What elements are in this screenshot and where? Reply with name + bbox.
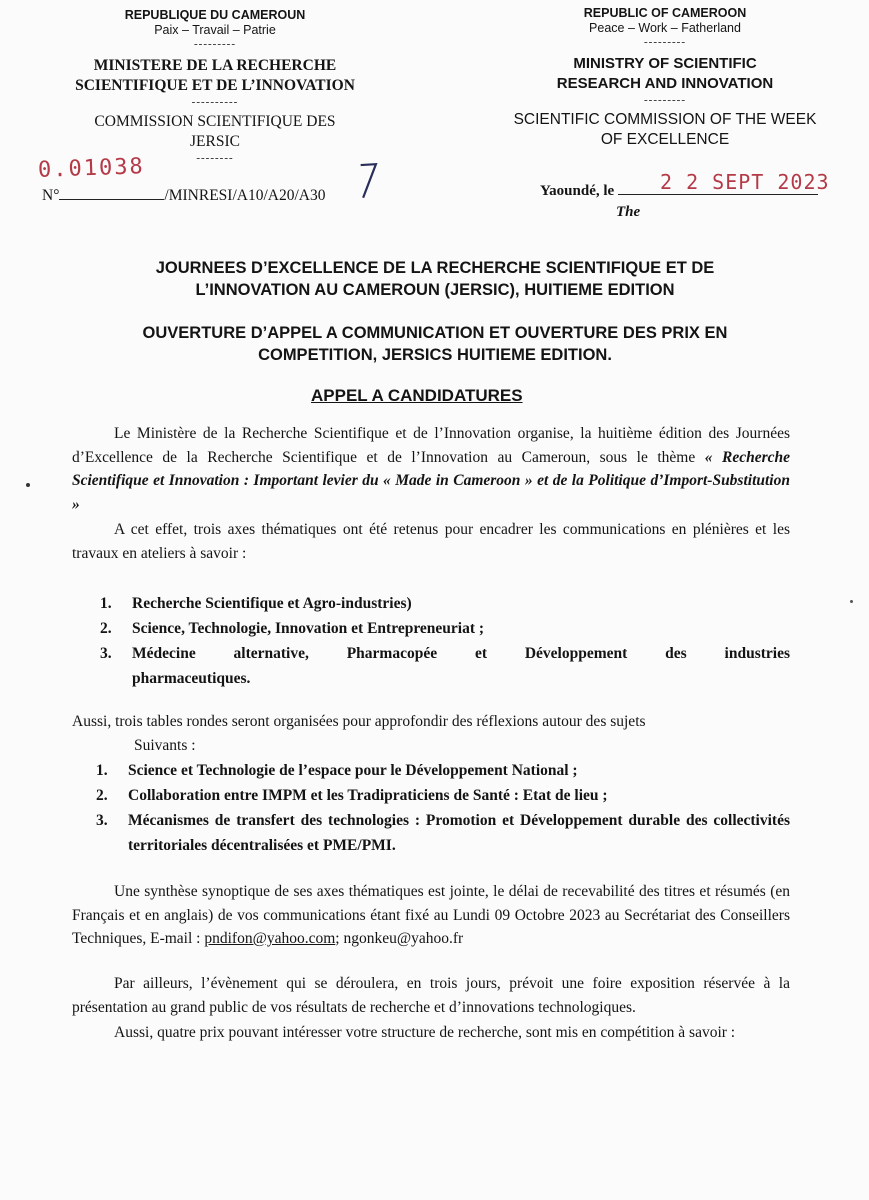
ref-prefix: N° xyxy=(42,187,60,204)
tables-list xyxy=(96,758,790,858)
list-number: 3. xyxy=(96,812,108,829)
main-title xyxy=(70,257,800,301)
ref-blank-line xyxy=(59,187,164,200)
deadline-text: Une synthèse synoptique de ses axes thématiques est jointe, le délai de recevabilité des titres et résumés (en Français et en anglais) de vos communications étant fixé au Lundi 09 Octobre 2023 au Secrétariat des Conseillers Techniques, E-mail : xyxy=(72,883,790,947)
intro-text: Le Ministère de la Recherche Scientifique et de l’Innovation organise, la huitième édition des Journées d’Excellence de la Recherche Scientifique et de l’Innovation au Cameroun, sous le thème xyxy=(72,425,790,466)
list-number: 2. xyxy=(100,620,112,637)
axes-list xyxy=(100,591,790,691)
list-text: pharmaceutiques. xyxy=(132,670,251,687)
email-ngonkeu[interactable]: ngonkeu@yahoo.fr xyxy=(343,930,464,947)
list-text: Mécanismes de transfert des technologies : Promotion et Développement durable des collectivités territoriales décentralisées et PME/PMI. xyxy=(128,812,790,854)
paragraph-tables-intro xyxy=(72,710,790,758)
commission-en-line2: OF EXCELLENCE xyxy=(600,131,730,148)
margin-dot xyxy=(26,483,30,487)
ref-suffix: /MINRESI/A10/A20/A30 xyxy=(164,187,326,204)
ministry-en-line2: RESEARCH AND INNOVATION xyxy=(556,75,774,92)
motto-en: Peace – Work – Fatherland xyxy=(589,21,741,35)
main-title-line1: JOURNEES D’EXCELLENCE DE LA RECHERCHE SCIENTIFIQUE ET DE xyxy=(155,259,715,277)
list-number: 3. xyxy=(100,645,112,662)
paragraph-exhibition xyxy=(72,972,790,1019)
list-item xyxy=(96,758,790,783)
tables-intro-line2: Suivants : xyxy=(134,737,196,754)
commission-fr-line1: COMMISSION SCIENTIFIQUE DES xyxy=(94,113,336,130)
date-label: Yaoundé, le xyxy=(540,183,615,199)
paragraph-axes-intro xyxy=(72,518,790,565)
handwritten-initial-icon xyxy=(352,159,381,211)
motto-fr: Paix – Travail – Patrie xyxy=(154,23,276,37)
handwritten-stroke-icon xyxy=(353,159,380,202)
list-text-block xyxy=(132,641,790,691)
republic-en: REPUBLIC OF CAMEROON xyxy=(583,6,747,20)
appel-heading: APPEL A CANDIDATURES xyxy=(311,386,523,405)
separator: --------- xyxy=(194,38,236,50)
header-french xyxy=(30,8,400,164)
prizes-text: Aussi, quatre prix pouvant intéresser votre structure de recherche, sont mis en compétition à savoir : xyxy=(114,1024,736,1041)
ministry-en-line1: MINISTRY OF SCIENTIFIC xyxy=(573,55,757,72)
list-item xyxy=(100,616,790,641)
list-item xyxy=(100,591,790,616)
paragraph-prizes xyxy=(72,1021,790,1045)
list-item xyxy=(96,783,790,808)
email-separator: ; xyxy=(335,930,340,947)
ministry-fr-line2: SCIENTIFIQUE ET DE L’INNOVATION xyxy=(75,77,355,94)
list-item xyxy=(100,641,790,691)
paragraph-intro xyxy=(72,422,790,516)
list-text: Recherche Scientifique et Agro-industries) xyxy=(132,595,412,612)
subtitle-line2: COMPETITION, JERSICS HUITIEME EDITION. xyxy=(258,346,612,364)
separator: ---------- xyxy=(191,96,239,108)
list-item xyxy=(96,808,790,858)
margin-dot xyxy=(850,600,853,603)
email-link-pndifon[interactable]: pndifon@yahoo.com xyxy=(204,930,336,947)
axes-intro-text: A cet effet, trois axes thématiques ont été retenus pour encadrer les communications en plénières et les travaux en ateliers à savoir : xyxy=(72,521,790,562)
exhibition-text: Par ailleurs, l’évènement qui se déroulera, en trois jours, prévoit une foire exposition réservée à la présentation au grand public de vos résultats de recherche et d’innovations technologiques. xyxy=(72,975,790,1016)
list-text: Collaboration entre IMPM et les Tradipraticiens de Santé : Etat de lieu ; xyxy=(128,787,608,804)
commission-en-line1: SCIENTIFIC COMMISSION OF THE WEEK xyxy=(513,111,817,128)
reference-number-stamp: 0.01038 xyxy=(37,154,146,183)
date-stamp: 2 2 SEPT 2023 xyxy=(660,170,830,194)
republic-fr: REPUBLIQUE DU CAMEROUN xyxy=(124,8,306,22)
subtitle-line1: OUVERTURE D’APPEL A COMMUNICATION ET OUVERTURE DES PRIX EN xyxy=(142,324,728,342)
list-text: Science, Technologie, Innovation et Entrepreneuriat ; xyxy=(132,620,485,637)
list-number: 1. xyxy=(96,762,108,779)
list-text: Science et Technologie de l’espace pour le Développement National ; xyxy=(128,762,578,779)
commission-fr-line2: JERSIC xyxy=(190,133,240,150)
ministry-fr-line1: MINISTERE DE LA RECHERCHE xyxy=(93,57,337,74)
subtitle xyxy=(70,322,800,366)
main-title-line2: L’INNOVATION AU CAMEROUN (JERSIC), HUITIEME EDITION xyxy=(195,281,675,299)
theme-text: « Recherche Scientifique et Innovation : Important levier du « Made in Cameroon » et de la Politique d’Import-Substitution » xyxy=(72,448,791,513)
reference-line xyxy=(42,187,325,205)
list-number: 2. xyxy=(96,787,108,804)
paragraph-deadline xyxy=(72,880,790,951)
list-number: 1. xyxy=(100,595,112,612)
separator: -------- xyxy=(196,152,234,164)
header-english xyxy=(500,6,830,150)
the-label: The xyxy=(616,204,641,220)
separator: --------- xyxy=(644,94,686,106)
separator: --------- xyxy=(644,36,686,48)
list-text: Médecine alternative, Pharmacopée et Développement des industries xyxy=(132,645,790,662)
tables-intro-line1: Aussi, trois tables rondes seront organisées pour approfondir des réflexions autour des sujets xyxy=(72,713,646,730)
